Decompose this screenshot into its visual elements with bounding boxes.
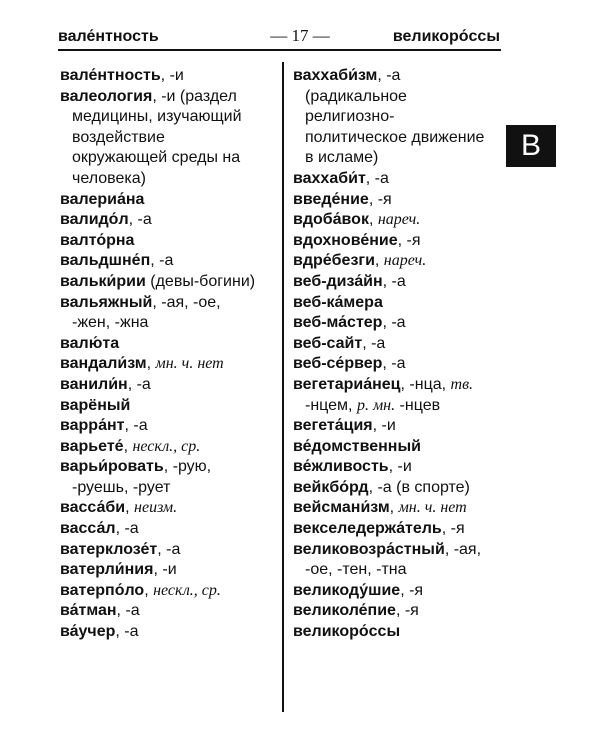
- headword: валто́рна: [60, 231, 135, 249]
- headword: введе́ние: [293, 190, 369, 208]
- grammar-forms: , -я: [395, 602, 419, 620]
- grammar-label: нескл., ср.: [132, 437, 201, 455]
- grammar-forms: , -и: [160, 67, 184, 84]
- headword: великоро́ссы: [293, 623, 401, 641]
- dictionary-entry: [293, 519, 508, 540]
- right-column: [293, 66, 508, 643]
- grammar-forms: , -а: [382, 314, 406, 332]
- grammar-forms: , -и: [153, 561, 177, 579]
- grammar-forms: , -а: [116, 602, 140, 620]
- grammar-forms: , -ая, -ое,: [152, 293, 221, 311]
- entry-continuation: [60, 107, 280, 128]
- headword: валидо́л: [60, 211, 129, 229]
- dictionary-entry: [293, 169, 508, 190]
- grammar-forms: ,: [144, 581, 154, 599]
- grammar-forms: , -рую,: [163, 458, 212, 476]
- headword: великовозра́стный: [293, 540, 445, 558]
- headword: вальки́рии: [60, 272, 146, 290]
- dictionary-entry: [293, 231, 508, 252]
- grammar-forms: ,: [389, 499, 399, 517]
- continuation-text: в исламе): [305, 149, 379, 167]
- headword: ванили́н: [60, 375, 128, 393]
- headword: векселедержа́тель: [293, 520, 442, 538]
- dictionary-entry: [293, 66, 508, 87]
- headword: веб-ма́стер: [293, 314, 383, 332]
- dictionary-entry: [293, 416, 508, 437]
- dictionary-entry: [293, 622, 508, 643]
- left-column: [60, 66, 280, 643]
- dictionary-entry: [293, 354, 508, 375]
- headword: ваххаби́т: [293, 169, 366, 187]
- grammar-forms: (девы-богини): [145, 272, 256, 290]
- entry-continuation: [293, 396, 508, 417]
- headword: вдохнове́ние: [293, 231, 398, 249]
- dictionary-entry: [293, 540, 508, 561]
- headword: вейкбо́рд: [293, 478, 369, 496]
- headword: вдоба́вок: [293, 211, 369, 229]
- continuation-text: -жен, -жна: [72, 314, 149, 332]
- section-letter-tab: В: [506, 125, 556, 167]
- dictionary-entry: [60, 272, 280, 293]
- grammar-forms: , -а: [362, 334, 386, 352]
- grammar-forms: , -я: [400, 581, 424, 599]
- grammar-label: нареч.: [377, 211, 421, 229]
- continuation-text: человека): [72, 169, 146, 187]
- continuation-text: религиозно-: [305, 108, 395, 126]
- grammar-label: неизм.: [134, 499, 178, 517]
- headword: вандали́зм: [60, 355, 147, 373]
- headword: варьете́: [60, 437, 124, 455]
- grammar-forms: , -и (раздел: [152, 87, 237, 105]
- continuation-text: политическое движение: [305, 128, 485, 146]
- continuation-text: окружающей среды на: [72, 149, 241, 167]
- headword: ваххаби́зм: [293, 67, 378, 84]
- header-right-guideword: великоро́ссы: [392, 28, 500, 45]
- continuation-text: -руешь, -рует: [72, 478, 171, 496]
- dictionary-entry: [293, 457, 508, 478]
- grammar-forms: ,: [368, 211, 378, 229]
- headword: вдре́безги: [293, 252, 375, 270]
- headword: веб-диза́йн: [293, 272, 383, 290]
- headword: валеология: [60, 87, 153, 105]
- continuation-text: медицины, изучающий: [72, 108, 242, 126]
- dictionary-entry: [60, 251, 280, 272]
- grammar-forms: , -а: [365, 169, 389, 187]
- headword: великоле́пие: [293, 602, 396, 620]
- grammar-forms: , -а (в спорте): [368, 478, 470, 496]
- entry-continuation: [60, 313, 280, 334]
- continuation-text: -нцем,: [305, 396, 357, 414]
- grammar-forms: , -ая,: [444, 540, 482, 558]
- grammar-forms: , -а: [150, 252, 174, 270]
- grammar-label: нареч.: [383, 252, 427, 270]
- dictionary-entry: [60, 334, 280, 355]
- dictionary-entry: [60, 581, 280, 602]
- entry-continuation: [60, 128, 280, 149]
- dictionary-entry: [293, 251, 508, 272]
- dictionary-entry: [60, 396, 280, 417]
- dictionary-entry: [60, 416, 280, 437]
- grammar-label: тв.: [450, 375, 474, 393]
- grammar-forms: , -нца,: [400, 375, 451, 393]
- entry-continuation: [293, 560, 508, 581]
- continuation-text: воздействие: [72, 128, 165, 146]
- headword: вейсмани́зм: [293, 499, 390, 517]
- grammar-label: мн. ч. нет: [398, 499, 467, 517]
- entry-continuation: [293, 128, 508, 149]
- grammar-forms: , -и: [388, 458, 412, 476]
- grammar-forms: , -а: [382, 355, 406, 373]
- headword: веб-сайт: [293, 334, 363, 352]
- dictionary-entry: [60, 87, 280, 108]
- dictionary-entry: [60, 231, 280, 252]
- dictionary-entry: [293, 437, 508, 458]
- grammar-forms: , -а: [377, 67, 401, 84]
- dictionary-entry: [60, 540, 280, 561]
- grammar-forms: ,: [146, 355, 156, 373]
- headword: ва́тман: [60, 602, 117, 620]
- entry-continuation: [293, 87, 508, 108]
- continuation-text: (радикальное: [305, 87, 407, 105]
- grammar-forms: , -а: [124, 417, 148, 435]
- dictionary-entry: [293, 190, 508, 211]
- column-divider: [282, 62, 284, 712]
- entry-continuation: [293, 107, 508, 128]
- headword: великоду́шие: [293, 581, 401, 599]
- headword: валю́та: [60, 334, 120, 352]
- dictionary-entry: [60, 560, 280, 581]
- headword: вальяжный: [60, 293, 153, 311]
- entry-continuation: [60, 478, 280, 499]
- continuation-text: -ое, -тен, -тна: [305, 561, 407, 579]
- grammar-forms: ,: [125, 499, 135, 517]
- headword: варьи́ровать: [60, 458, 164, 476]
- headword: ватерпо́ло: [60, 581, 145, 599]
- dictionary-entry: [293, 478, 508, 499]
- dictionary-entry: [293, 375, 508, 396]
- headword: ва́учер: [60, 623, 116, 641]
- headword: васса́би: [60, 499, 126, 517]
- entry-continuation: [60, 148, 280, 169]
- headword: вегета́ция: [293, 417, 373, 435]
- dictionary-entry: [60, 457, 280, 478]
- headword: ве́домственный: [293, 437, 421, 455]
- grammar-forms: , -я: [397, 231, 421, 249]
- dictionary-entry: [60, 210, 280, 231]
- grammar-label: р. мн.: [356, 396, 396, 414]
- grammar-forms: ,: [123, 437, 133, 455]
- grammar-label: мн. ч. нет: [155, 355, 224, 373]
- grammar-label: нескл., ср.: [153, 581, 221, 599]
- dictionary-entry: [60, 601, 280, 622]
- entry-continuation: [60, 169, 280, 190]
- headword: ве́жливость: [293, 458, 389, 476]
- dictionary-entry: [60, 622, 280, 643]
- dictionary-entry: [293, 334, 508, 355]
- dictionary-entry: [60, 190, 280, 211]
- headword: васса́л: [60, 520, 116, 538]
- header-left-guideword: вале́нтность: [58, 28, 159, 45]
- headword: ватерли́ния: [60, 561, 154, 579]
- dictionary-entry: [293, 313, 508, 334]
- grammar-forms: , -и: [372, 417, 396, 435]
- dictionary-entry: [293, 293, 508, 314]
- grammar-forms: , -а: [157, 540, 181, 558]
- dictionary-entry: [60, 354, 280, 375]
- entry-continuation: [293, 148, 508, 169]
- dictionary-entry: [60, 437, 280, 458]
- grammar-forms: , -я: [368, 190, 392, 208]
- dictionary-entry: [60, 66, 280, 87]
- dictionary-entry: [60, 293, 280, 314]
- dictionary-entry: [293, 272, 508, 293]
- headword: вегетариа́нец: [293, 375, 401, 393]
- grammar-forms: , -а: [115, 623, 139, 641]
- grammar-forms: ,: [374, 252, 384, 270]
- page-number: — 17 —: [270, 26, 330, 45]
- grammar-forms: , -я: [441, 520, 465, 538]
- header-rule: [58, 49, 501, 51]
- grammar-forms: , -а: [382, 272, 406, 290]
- headword: валериа́на: [60, 190, 145, 208]
- grammar-forms: , -а: [128, 211, 152, 229]
- headword: варра́нт: [60, 417, 125, 435]
- headword: веб-се́рвер: [293, 355, 383, 373]
- headword: веб-ка́мера: [293, 293, 383, 311]
- headword: вале́нтность: [60, 67, 161, 84]
- dictionary-entry: [293, 601, 508, 622]
- grammar-forms: , -а: [115, 520, 139, 538]
- headword: варёный: [60, 396, 131, 414]
- dictionary-entry: [60, 519, 280, 540]
- dictionary-entry: [60, 375, 280, 396]
- headword: ватерклозе́т: [60, 540, 158, 558]
- headword: вальдшне́п: [60, 252, 151, 270]
- dictionary-entry: [293, 581, 508, 602]
- dictionary-entry: [293, 498, 508, 519]
- grammar-forms: , -а: [127, 375, 151, 393]
- dictionary-entry: [293, 210, 508, 231]
- dictionary-entry: [60, 498, 280, 519]
- grammar-forms: -нцев: [395, 396, 441, 414]
